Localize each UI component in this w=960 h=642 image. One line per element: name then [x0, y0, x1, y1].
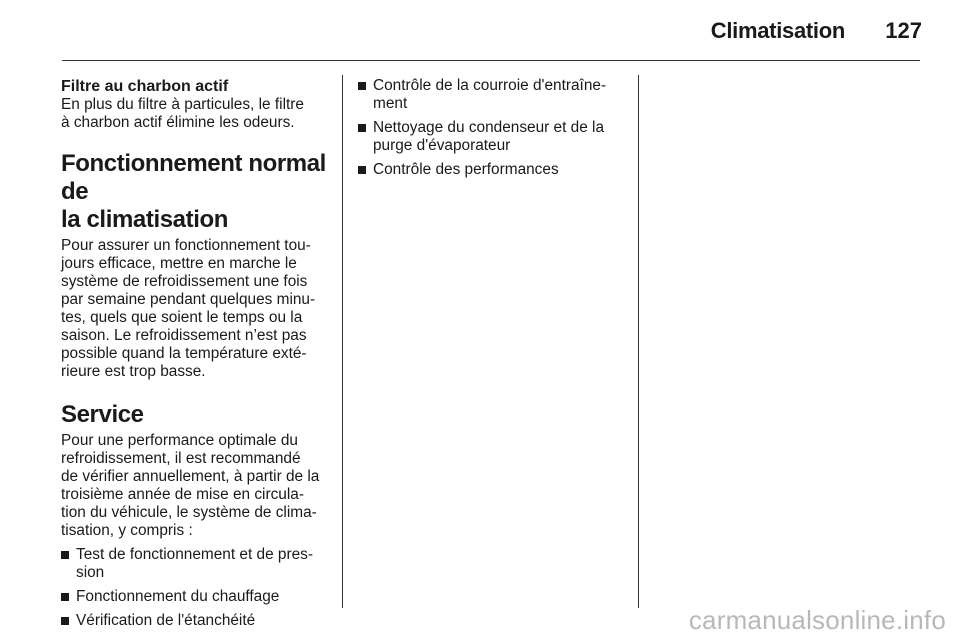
- text-line: de vérifier annuellement, à partir de la: [61, 468, 320, 485]
- square-bullet-icon: [358, 166, 366, 174]
- text-line: Pour assurer un fonctionnement tou-: [61, 237, 311, 254]
- list-item: [358, 119, 628, 155]
- page-number: 127: [885, 18, 922, 43]
- service-checklist: [61, 546, 336, 630]
- text-line: tisation, y compris :: [61, 522, 193, 539]
- section-title-normal-operation: [61, 150, 336, 234]
- header-rule: [62, 60, 920, 61]
- text-line: Contrôle des performances: [373, 161, 559, 178]
- text-line: à charbon actif élimine les odeurs.: [61, 114, 295, 131]
- list-item: [61, 612, 336, 630]
- list-item: [61, 588, 336, 606]
- paragraph-normal-operation: [61, 237, 336, 381]
- page-title: Climatisation: [710, 18, 845, 43]
- text-line: ment: [373, 95, 408, 112]
- text-line: refroidissement, il est recommandé: [61, 450, 301, 467]
- text-line: Pour une performance optimale du: [61, 432, 298, 449]
- text-line: saison. Le refroidissement n’est pas: [61, 327, 307, 344]
- list-item: [358, 77, 628, 113]
- subheading-charcoal-filter: Filtre au charbon actif: [61, 78, 229, 95]
- square-bullet-icon: [358, 82, 366, 90]
- square-bullet-icon: [61, 551, 69, 559]
- title-line: la climatisation: [61, 206, 228, 233]
- service-checklist-continued: [358, 77, 628, 179]
- text-line: Contrôle de la courroie d'entraîne-: [373, 77, 607, 94]
- text-line: système de refroidissement une fois: [61, 273, 308, 290]
- list-item: [61, 546, 336, 582]
- text-line: troisième année de mise en circula-: [61, 486, 304, 503]
- square-bullet-icon: [61, 593, 69, 601]
- paragraph-charcoal-filter: [61, 96, 336, 132]
- text-line: Vérification de l'étanchéité: [76, 612, 256, 629]
- text-line: rieure est trop basse.: [61, 363, 206, 380]
- text-line: tion du véhicule, le système de clima-: [61, 504, 317, 521]
- text-line: sion: [76, 564, 105, 581]
- text-line: Nettoyage du condenseur et de la: [373, 119, 605, 136]
- column-middle: [358, 77, 628, 185]
- list-item: [358, 161, 628, 179]
- square-bullet-icon: [358, 124, 366, 132]
- section-title-service: Service: [61, 401, 144, 428]
- text-line: possible quand la température exté-: [61, 345, 307, 362]
- text-line: Fonctionnement du chauffage: [76, 588, 280, 605]
- text-line: tes, quels que soient le temps ou la: [61, 309, 303, 326]
- text-line: En plus du filtre à particules, le filtre: [61, 96, 304, 113]
- text-line: par semaine pendant quelques minu-: [61, 291, 316, 308]
- column-divider-1: [342, 75, 343, 608]
- text-line: Test de fonctionnement et de pres-: [76, 546, 313, 563]
- title-line: Fonctionnement normal de: [61, 150, 326, 205]
- watermark: carmanualsonline.info: [688, 605, 946, 635]
- column-left: [61, 77, 336, 636]
- paragraph-service: [61, 432, 336, 540]
- square-bullet-icon: [61, 617, 69, 625]
- text-line: purge d'évaporateur: [373, 137, 511, 154]
- text-line: jours efficace, mettre en marche le: [61, 255, 297, 272]
- column-divider-2: [638, 75, 639, 608]
